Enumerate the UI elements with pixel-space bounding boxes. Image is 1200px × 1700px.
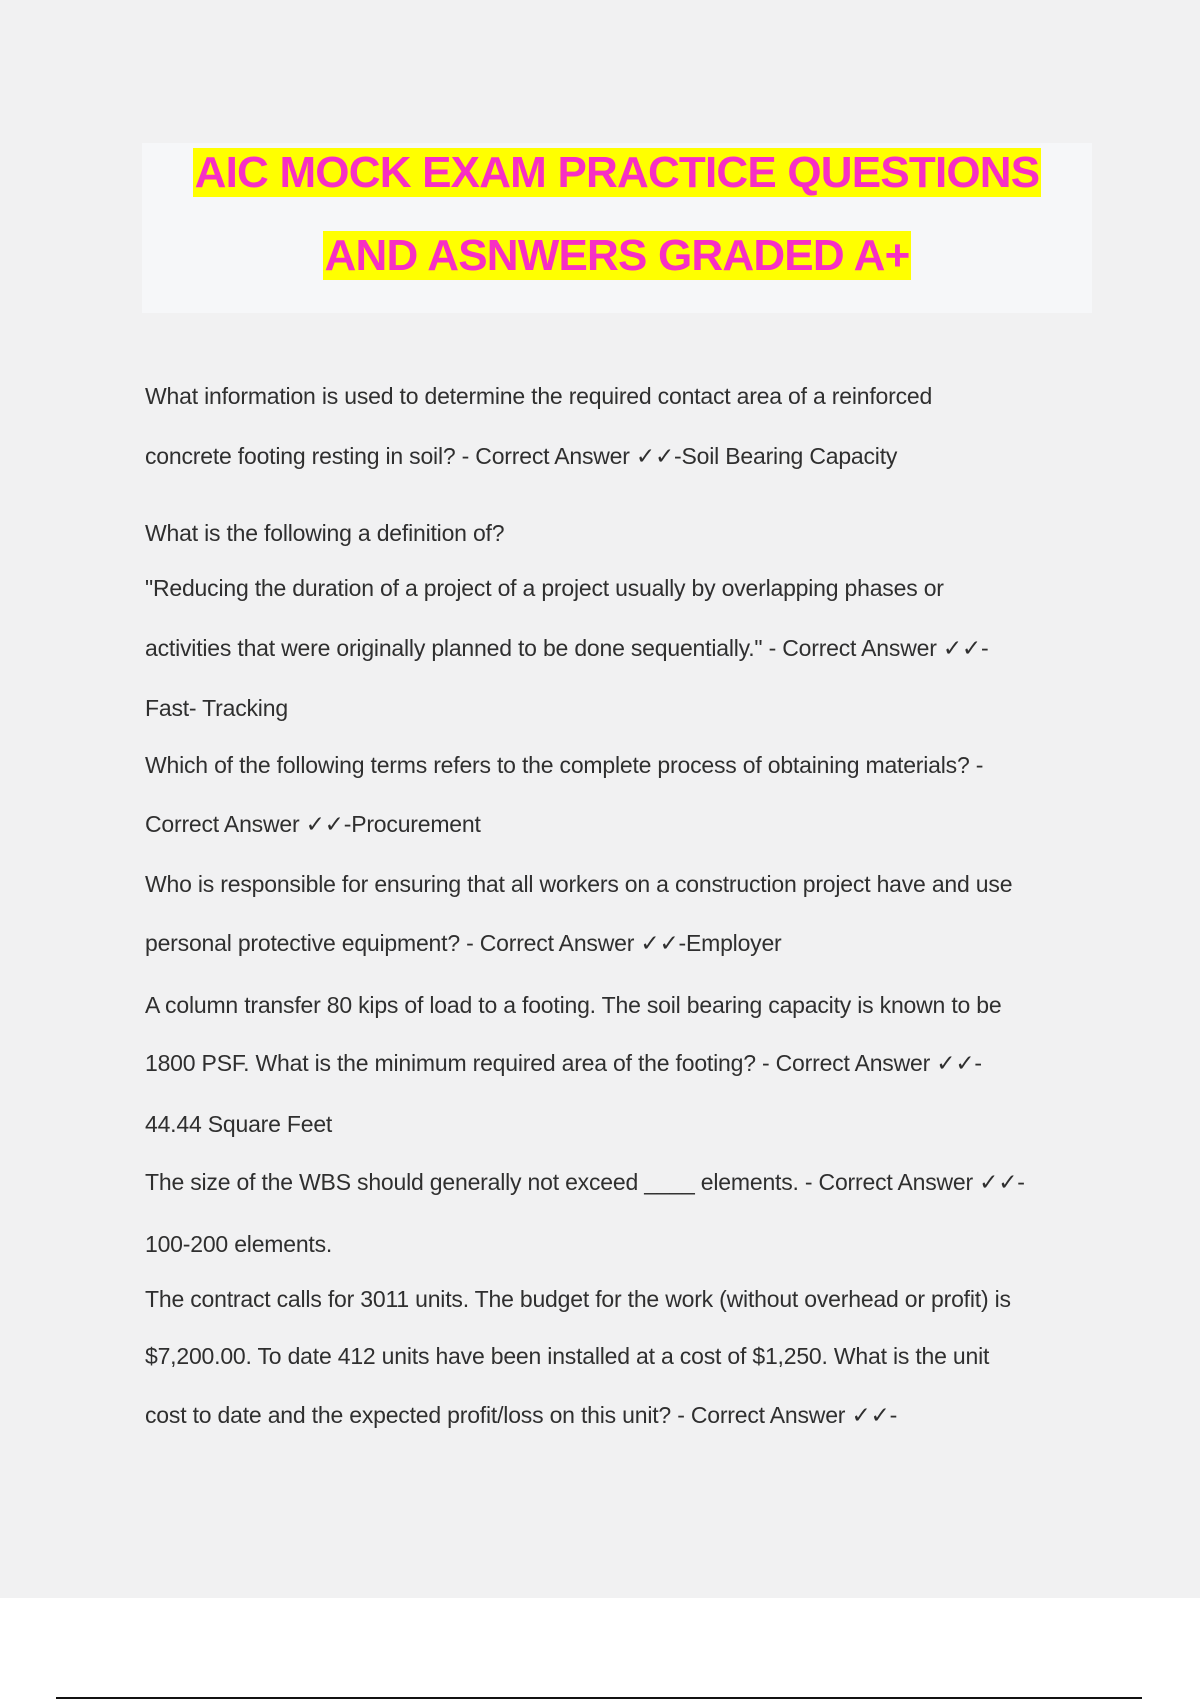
text-line: 100-200 elements.: [145, 1231, 333, 1257]
text-line: cost to date and the expected profit/loss on this unit? - Correct Answer ✓✓-: [145, 1402, 898, 1428]
text-line: personal protective equipment? - Correct Answer ✓✓-Employer: [145, 930, 782, 956]
title-line-2: AND ASNWERS GRADED A+: [324, 231, 910, 280]
title-block: [142, 143, 1092, 313]
text-line: Fast- Tracking: [145, 695, 288, 721]
text-line: What information is used to determine the required contact area of a reinforced: [145, 383, 933, 409]
text-line: "Reducing the duration of a project of a project usually by overlapping phases or: [145, 575, 944, 601]
text-line: 1800 PSF. What is the minimum required area of the footing? - Correct Answer ✓✓-: [145, 1050, 982, 1076]
text-line: activities that were originally planned to be done sequentially." - Correct Answer ✓✓-: [145, 635, 989, 661]
text-line: What is the following a definition of?: [145, 520, 505, 546]
page-footer: [0, 1598, 1200, 1700]
text-line: The size of the WBS should generally not exceed ____ elements. - Correct Answer ✓✓-: [145, 1169, 1025, 1195]
text-line: The contract calls for 3011 units. The budget for the work (without overhead or profit) is: [145, 1286, 1011, 1312]
text-line: concrete footing resting in soil? - Correct Answer ✓✓-Soil Bearing Capacity: [145, 443, 898, 469]
text-line: A column transfer 80 kips of load to a footing. The soil bearing capacity is known to be: [145, 992, 1002, 1018]
text-line: 44.44 Square Feet: [145, 1111, 333, 1137]
text-line: Who is responsible for ensuring that all workers on a construction project have and use: [145, 871, 1013, 897]
text-line: Correct Answer ✓✓-Procurement: [145, 811, 481, 837]
text-line: $7,200.00. To date 412 units have been installed at a cost of $1,250. What is the unit: [145, 1343, 990, 1369]
title-line-1: AIC MOCK EXAM PRACTICE QUESTIONS: [194, 148, 1040, 197]
text-line: Which of the following terms refers to the complete process of obtaining materials? -: [145, 752, 984, 778]
footer-divider: [56, 1697, 1142, 1699]
